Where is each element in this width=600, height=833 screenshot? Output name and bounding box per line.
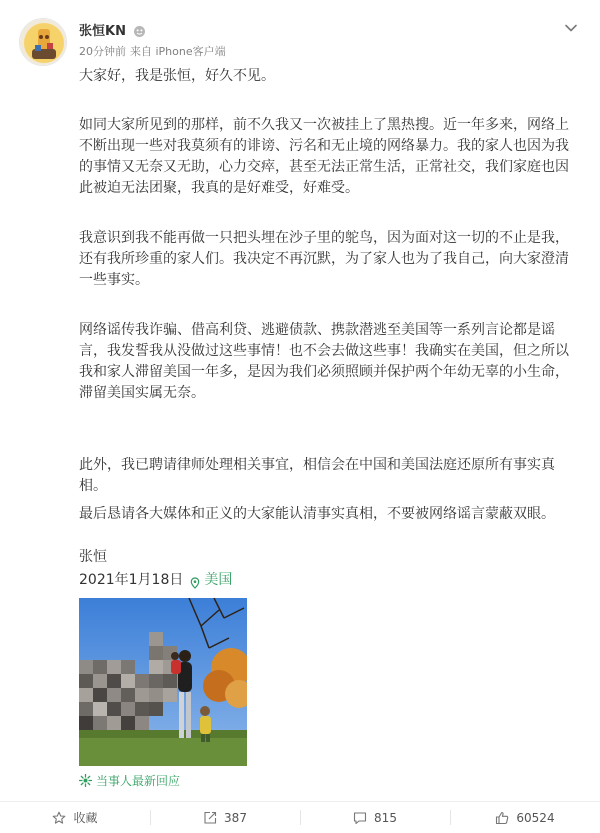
latest-reply-link[interactable] [79, 772, 180, 789]
comment-icon [353, 811, 367, 825]
post-paragraph: 此外，我已聘请律师处理相关事宜，相信会在中国和美国法庭还原所有事实真相。 [79, 457, 555, 494]
vip-icon [133, 23, 146, 36]
avatar-image [20, 19, 67, 66]
author-name[interactable]: 张恒KN [79, 23, 126, 39]
repost-count: 387 [224, 810, 247, 825]
post-signature: 张恒 [79, 549, 107, 565]
author-row [79, 20, 146, 38]
reply-star-icon [79, 774, 92, 787]
post-paragraph: 网络谣传我诈骗、借高利贷、逃避债款、携款潜逃至美国等一系列言论都是谣言，我发誓我从没做过这些事情！也不会去做这些事！我确实在美国，但之所以我和家人滞留美国一年多，是因为我们必须照顾并保护两个年幼无辜的小生命，滞留美国实属无奈。 [79, 322, 569, 401]
avatar[interactable] [19, 18, 67, 66]
post-source: 来自 iPhone客户端 [130, 45, 226, 58]
like-button[interactable] [450, 802, 600, 833]
share-icon [203, 811, 217, 825]
star-icon [52, 811, 66, 825]
favorite-button[interactable] [0, 802, 150, 833]
chevron-down-icon[interactable] [564, 20, 578, 34]
post-photo[interactable] [79, 598, 247, 766]
repost-button[interactable] [150, 802, 300, 833]
post-paragraph: 最后恳请各大媒体和正义的大家能认清事实真相，不要被网络谣言蒙蔽双眼。 [79, 506, 555, 522]
post-toolbar [0, 802, 600, 833]
family-photo-image [79, 598, 247, 766]
latest-reply-label: 当事人最新回应 [96, 774, 181, 788]
like-count: 60524 [516, 810, 555, 825]
location-link[interactable] [189, 570, 232, 591]
post-greeting: 大家好，我是张恒，好久不见。 [79, 68, 275, 84]
post-paragraph: 如同大家所见到的那样，前不久我又一次被挂上了黑热搜。近一年多来，网络上不断出现一些对我莫须有的诽谤、污名和无止境的网络暴力。我的家人也因为我的事情又无奈又无助，心力交瘁，甚至无法正常生活，正常社交，我们家庭也因此被迫无法团聚，我真的是好难受，好难受。 [79, 117, 569, 196]
post-time[interactable]: 20分钟前 [79, 45, 126, 58]
post-meta [79, 43, 226, 59]
post-paragraph: 我意识到我不能再做一只把头埋在沙子里的鸵鸟，因为面对这一切的不止是我，还有我所珍重的家人们。我决定不再沉默，为了家人也为了我自己，向大家澄清一些事实。 [79, 230, 569, 288]
comment-button[interactable] [300, 802, 450, 833]
post-date: 2021年1月18日 [79, 572, 184, 588]
post-date-location [79, 570, 232, 591]
location-pin-icon [189, 575, 201, 587]
post-location: 美国 [204, 572, 233, 588]
comment-count: 815 [374, 810, 397, 825]
favorite-label: 收藏 [73, 811, 98, 825]
thumbs-up-icon [495, 811, 509, 825]
